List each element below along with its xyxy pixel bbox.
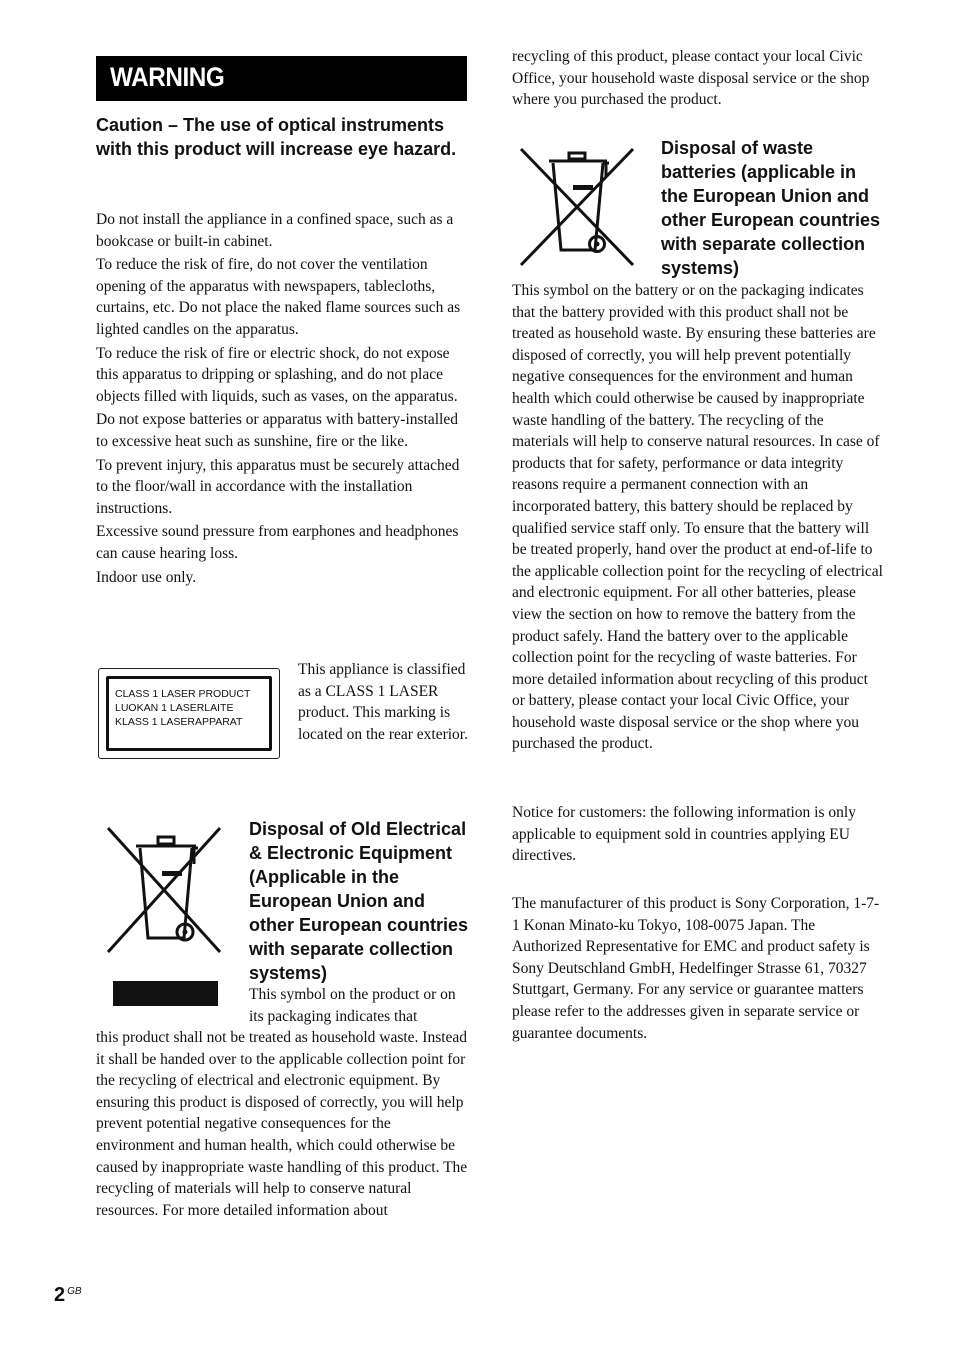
warning-paragraph: Do not expose batteries or apparatus with battery-installed to excessive heat such as sunshine, fire or the like. — [96, 411, 458, 450]
disposal-equipment-heading: Disposal of Old Electrical & Electronic Equipment (Applicable in the European Union and other European countries with separate collection systems) — [249, 819, 469, 983]
warning-paragraph: Excessive sound pressure from earphones and headphones can cause hearing loss. — [96, 523, 459, 562]
laser-class-label — [98, 668, 280, 759]
separate-collection-bar — [113, 981, 218, 1006]
warning-banner — [96, 56, 467, 101]
warning-title: WARNING — [110, 62, 225, 92]
warning-list — [96, 209, 468, 588]
warning-paragraph: To reduce the risk of fire or electric shock, do not expose this apparatus to dripping or splashing, and do not place objects filled with liquids, such as vases, on the apparatus. — [96, 344, 458, 405]
disposal-batteries-text: This symbol on the battery or on the packaging indicates that the battery provided with this product shall not be treated as household waste. By ensuring these batteries are disposed of correctly, you will help prevent potentially negative consequences for the environment and human health which could otherwise be caused by inappropriate waste handling of the battery. The recycling of the materials will help to conserve natural resources. In case of products that for safety, performance or data integrity reasons require a permanent connection with an incorporated battery, this battery should be replaced by qualified service staff only. To ensure that the battery will be treated properly, hand over the product at end-of-life to the applicable collection point for the recycling of electrical and electronic equipment. For all other batteries, please view the section on how to remove the battery from the product safely. Hand the battery over to the applicable collection point for the recycling of waste batteries. For more detailed information about recycling of this product or battery, please contact your local Civic Office, your household waste disposal service or the shop where you purchased the product. — [512, 282, 883, 753]
laser-label-line: LUOKAN 1 LASERLAITE — [115, 702, 234, 714]
disposal-batteries-heading: Disposal of waste batteries (applicable in the European Union and other European countries with separate collection systems) — [661, 138, 881, 278]
disposal-equipment-text: This symbol on the product or on its packaging indicates that — [249, 986, 456, 1025]
page-number — [54, 1284, 80, 1307]
laser-label-line: CLASS 1 LASER PRODUCT — [115, 688, 251, 700]
disposal-equipment-text-continued: this product shall not be treated as household waste. Instead it shall be handed over to the applicable collection point for the recycling of electrical and electronic equipment. By ensuring this product is disposed of correctly, you will help prevent potential negative consequences for the environment and human health, which could otherwise be caused by inappropriate waste handling of this product. The recycling of materials will help to conserve natural resources. For more detailed information about — [96, 1029, 468, 1219]
warning-paragraph: To reduce the risk of fire, do not cover the ventilation opening of the apparatus with newspapers, tablecloths, curtains, etc. Do not place the naked flame sources such as lighted candles on the apparatus. — [96, 256, 461, 338]
eu-notice: Notice for customers: the following information is only applicable to equipment sold in countries applying EU directives. — [512, 804, 856, 865]
crossed-out-wheelie-bin-icon — [517, 145, 637, 269]
laser-description: This appliance is classified as a CLASS 1 LASER product. This marking is located on the rear exterior. — [298, 661, 468, 743]
page-number-value: 2 — [54, 1284, 66, 1306]
laser-label-line: KLASS 1 LASERAPPARAT — [115, 716, 243, 728]
crossed-out-wheelie-bin-icon — [102, 824, 226, 958]
warning-paragraph: Do not install the appliance in a confined space, such as a bookcase or built-in cabinet. — [96, 211, 454, 250]
warning-paragraph: To prevent injury, this apparatus must be securely attached to the floor/wall in accordance with the installation instructions. — [96, 456, 460, 517]
warning-paragraph: Indoor use only. — [96, 568, 197, 586]
disposal-equipment-text-end: recycling of this product, please contact your local Civic Office, your household waste disposal service or the shop where you purchased the product. — [512, 48, 870, 109]
manufacturer-info: The manufacturer of this product is Sony Corporation, 1-7-1 Konan Minato-ku Tokyo, 108-0075 Japan. The Authorized Representative for EMC and product safety is Sony Deutschland GmbH, Hedelfinger Strasse 61, 70327 Stuttgart, Germany. For any service or guarantee matters please refer to the addresses given in separate service or guarantee documents. — [512, 895, 880, 1042]
caution-heading: Caution – The use of optical instruments with this product will increase eye hazard. — [96, 115, 457, 159]
page-number-suffix: GB — [67, 1286, 82, 1297]
